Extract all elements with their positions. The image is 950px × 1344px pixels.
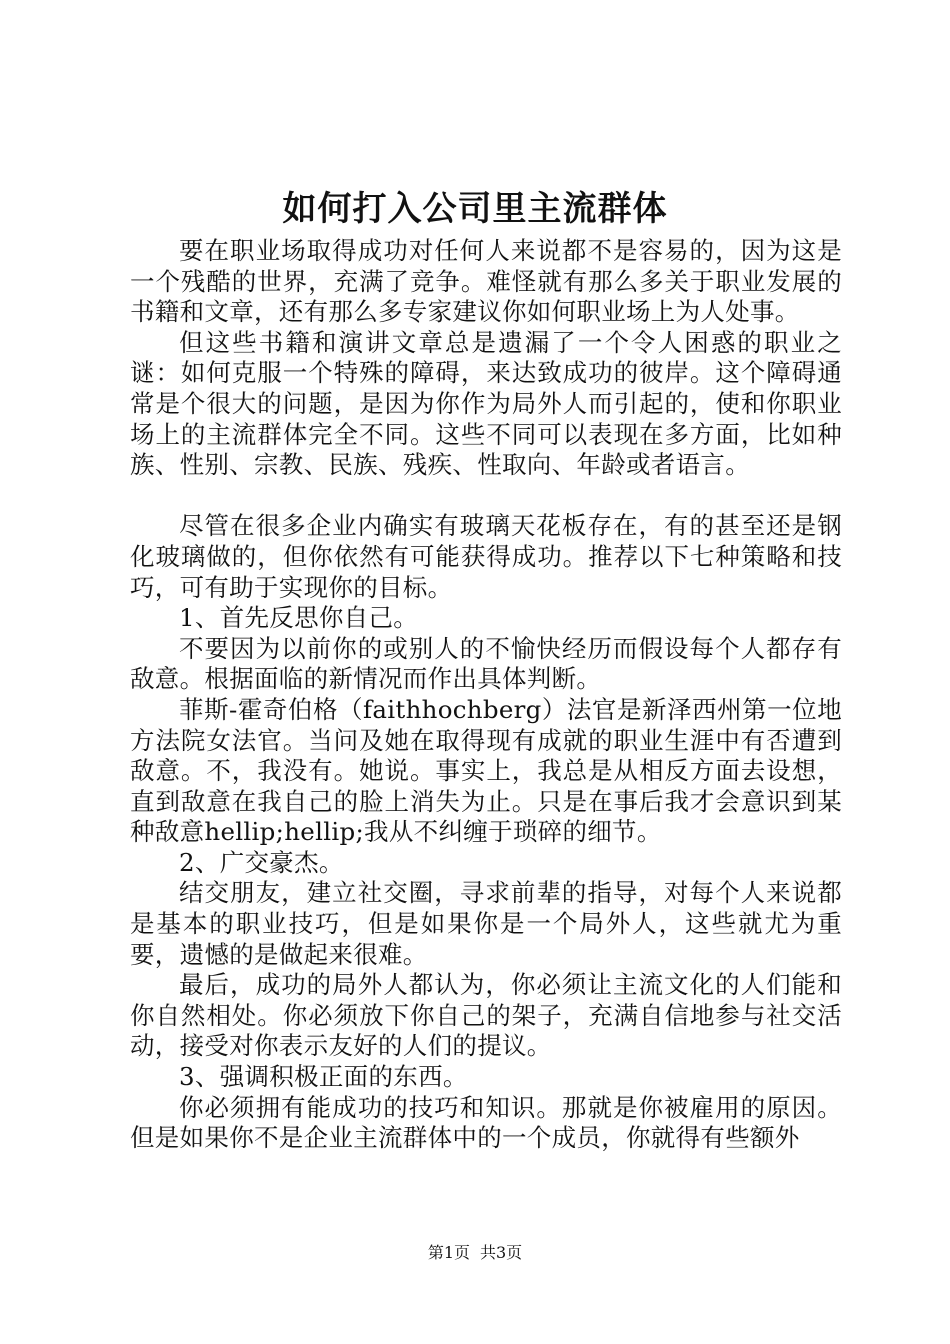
document-body [130,236,842,1154]
heading-strategy-3: 3、强调积极正面的东西。 [179,1062,468,1092]
paragraph-strategy-3: 你必须拥有能成功的技巧和知识。那就是你被雇用的原因。但是如果你不是企业主流群体中的一个成员，你就得有些额外 [130,1092,842,1153]
paragraph-example-judge: 菲斯-霍奇伯格（faithhochberg）法官是新泽西州第一位地方法院女法官。当问及她在取得现有成就的职业生涯中有否遭到敌意。不，我没有。她说。事实上，我总是从相反方面去设想，直到敌意在我自己的脸上消失为止。只是在事后我才会意识到某种敌意hellip;hellip;我从不纠缠于琐碎的细节。 [130,694,842,847]
page-footer [0,1242,950,1264]
page-number: 第1页 [427,1243,470,1262]
paragraph-strategy-2: 结交朋友，建立社交圈，寻求前辈的指导，对每个人来说都是基本的职业技巧，但是如果你是一个局外人，这些就尤为重要，遗憾的是做起来很难。 [130,878,842,969]
paragraph-glass-ceiling: 尽管在很多企业内确实有玻璃天花板存在，有的甚至还是钢化玻璃做的，但你依然有可能获得成功。推荐以下七种策略和技巧，可有助于实现你的目标。 [130,511,842,602]
paragraph-strategy-1: 不要因为以前你的或别人的不愉快经历而假设每个人都存有敌意。根据面临的新情况而作出具体判断。 [130,633,842,694]
page-total: 共3页 [480,1243,523,1262]
paragraph-blank [130,481,842,512]
heading-strategy-2: 2、广交豪杰。 [179,847,344,877]
paragraph-strategy-2-detail: 最后，成功的局外人都认为，你必须让主流文化的人们能和你自然相处。你必须放下你自己的架子，充满自信地参与社交活动，接受对你表示友好的人们的提议。 [130,970,842,1061]
paragraph-obstacle: 但这些书籍和演讲文章总是遗漏了一个令人困惑的职业之谜：如何克服一个特殊的障碍，来达致成功的彼岸。这个障碍通常是个很大的问题，是因为你作为局外人而引起的，使和你职业场上的主流群体完全不同。这些不同可以表现在多方面，比如种族、性别、宗教、民族、残疾、性取向、年龄或者语言。 [130,327,842,480]
heading-strategy-1: 1、首先反思你自己。 [179,603,419,633]
document-title: 如何打入公司里主流群体 [282,189,668,229]
paragraph-intro: 要在职业场取得成功对任何人来说都不是容易的，因为这是一个残酷的世界，充满了竞争。难怪就有那么多关于职业发展的书籍和文章，还有那么多专家建议你如何职业场上为人处事。 [130,236,842,327]
